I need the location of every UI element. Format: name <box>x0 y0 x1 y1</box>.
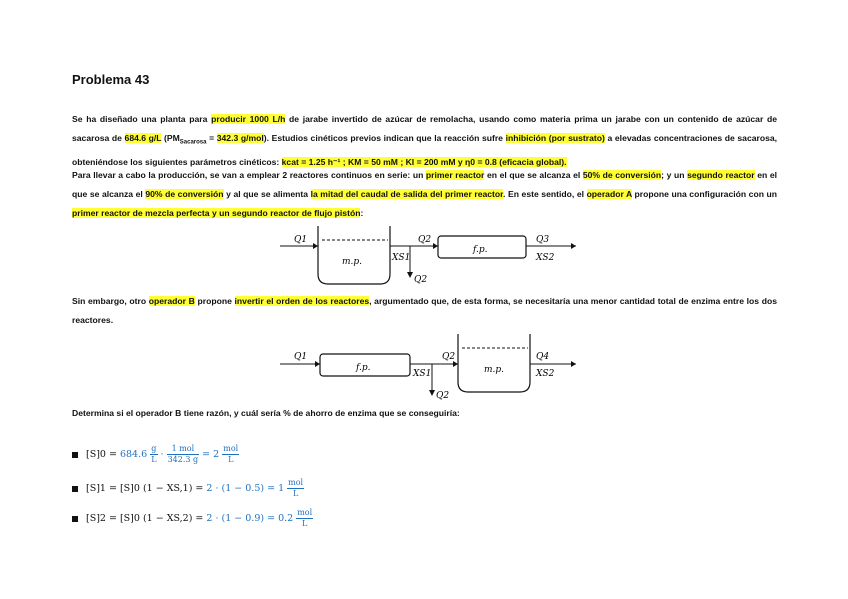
diagram-a-q2: Q2 <box>418 235 432 245</box>
equation-s0: [S]0 = 684.6 $\frac{g}{L}$ · $\frac{\text{1 mol}}{342.3 g}$ = 2 $\frac{\text{mol}}{L}$ <box>72 444 239 465</box>
problem-title: Problema 43 <box>72 72 150 87</box>
diagram-a-x2: XS2 <box>536 253 555 263</box>
diagram-a-plug-label: f.p. <box>473 245 488 255</box>
paragraph-problem-statement: Se ha diseñado una planta para producir 1000 L/h de jarabe invertido de azúcar de remolacha, usando como materia prima un jarabe con un contenido de azúcar de sacarosa de 684.6 g/L ($PM_{Sacarosa} = 342.3$ g/mol). Estudios cinéticos previos indican que la reacción sufre inhibición (por sustrato) a elevadas concentraciones de sacarosa, obteniéndose los siguientes parámetros cinéticos: kcat = 1.25 h⁻¹ ; KM = 50 mM ; KI = 200 mM y η0 = 0.8 (eficacia global). <box>72 114 778 167</box>
diagram-a-mixed-label: m.p. <box>342 257 363 267</box>
diagram-b-mixed-label: m.p. <box>484 365 505 375</box>
diagram-operator-a <box>280 222 580 292</box>
diagram-b-q2: Q2 <box>442 352 456 362</box>
diagram-b-plug-label: f.p. <box>356 363 371 373</box>
equation-s2: [S]2 = [S]0 (1 − XS,2) = 2 · (1 − 0.9) = 0.2 $\frac{\text{mol}}{L}$ <box>72 508 313 529</box>
diagram-a-x1: XS1 <box>392 253 411 263</box>
diagram-a-q3: Q2 <box>414 275 428 285</box>
bullet-icon <box>72 486 78 492</box>
diagram-b-q1: Q1 <box>294 352 308 362</box>
diagram-b-q-out: Q2 <box>436 391 450 401</box>
bullet-icon <box>72 452 78 458</box>
diagram-b-q4: Q4 <box>536 352 550 362</box>
paragraph-operator-b: Sin embargo, otro operador B propone invertir el orden de los reactores, argumentado que, de esta forma, se necesitaría una menor cantidad total de enzima entre los dos reactores. <box>72 296 777 325</box>
paragraph-reactors: Para llevar a cabo la producción, se van a emplear 2 reactores continuos en serie: un primer reactor en el que se alcanza el 50% de conversión; y un segundo reactor en el que se alcanza el 90% de conversión y al que se alimenta la mitad del caudal de salida del primer reactor. En este sentido, el operador A propone una configuración con un primer reactor de mezcla perfecta y un segundo reactor de flujo pistón: <box>72 170 778 218</box>
diagram-a-q1: Q1 <box>294 235 308 245</box>
equation-s1: [S]1 = [S]0 (1 − XS,1) = 2 · (1 − 0.5) = 1 $\frac{\text{mol}}{L}$ <box>72 478 304 499</box>
paragraph-question: Determina si el operador B tiene razón, y cuál sería % de ahorro de enzima que se conseguiría: <box>72 408 460 418</box>
diagram-operator-b <box>280 330 580 405</box>
diagram-b-x1: XS1 <box>413 369 432 379</box>
diagram-a-q4: Q3 <box>536 235 550 245</box>
diagram-b-x2: XS2 <box>536 369 555 379</box>
bullet-icon <box>72 516 78 522</box>
